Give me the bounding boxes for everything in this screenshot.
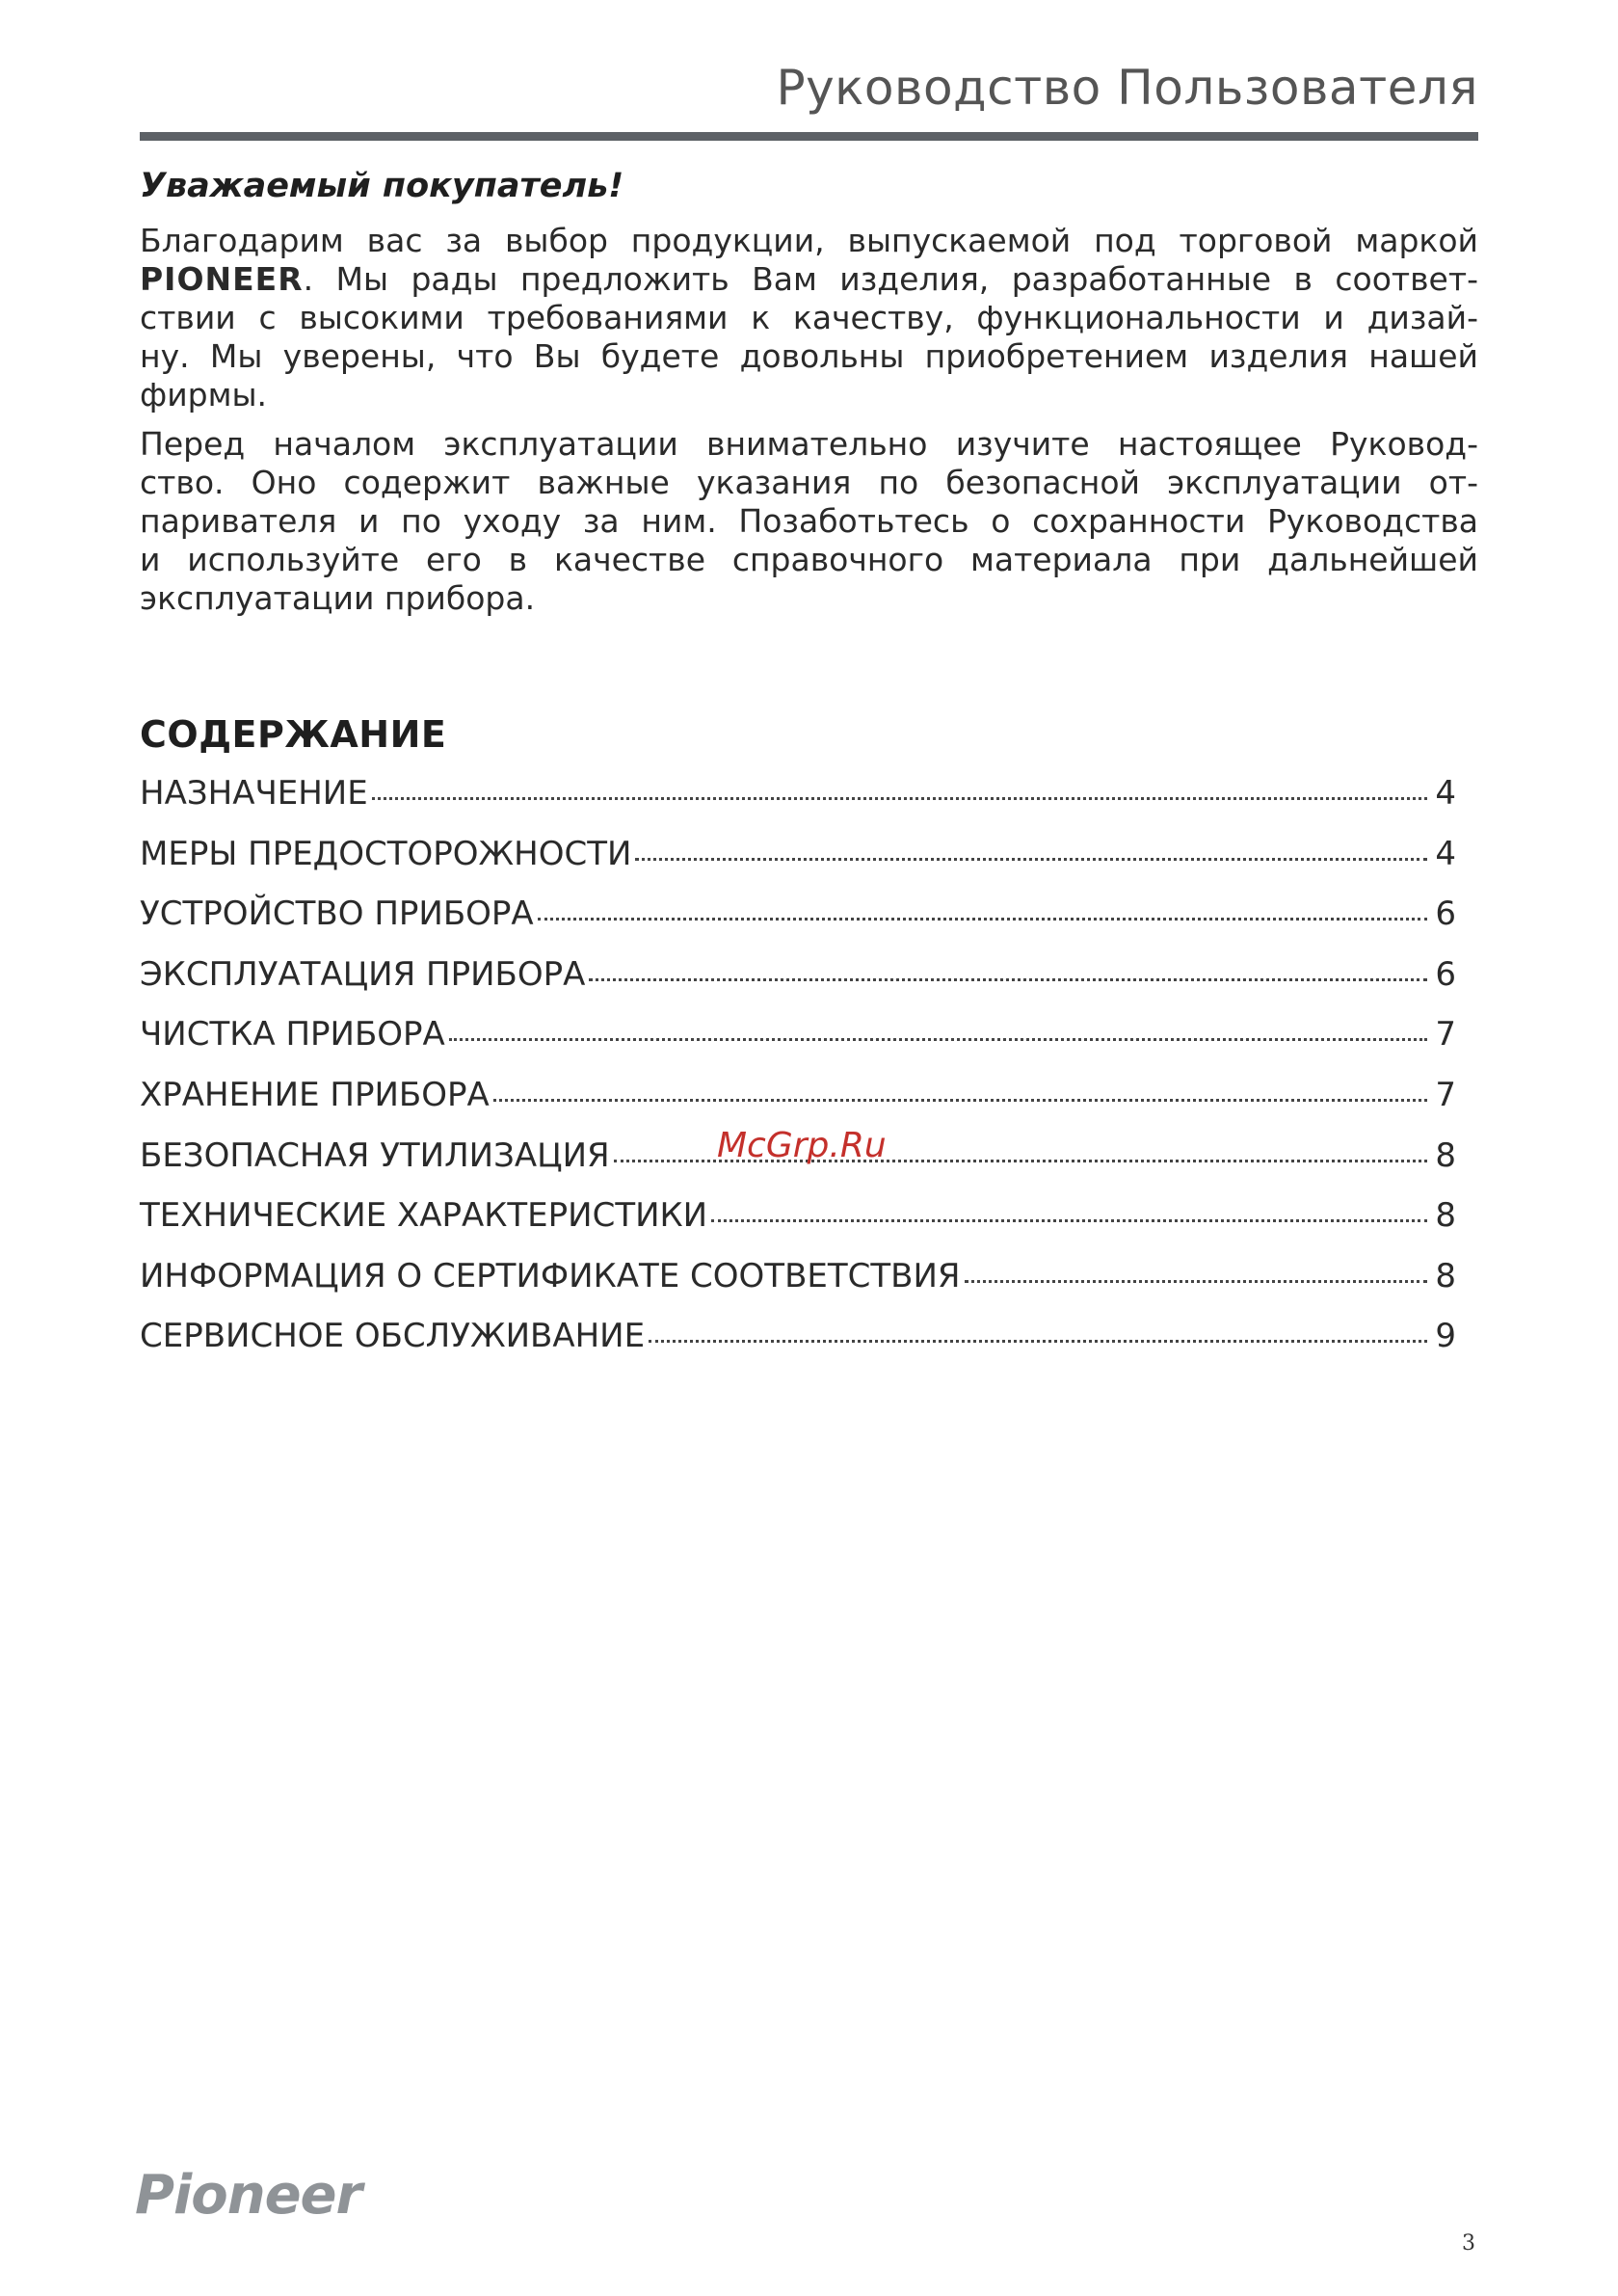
- intro-paragraph-2: [140, 425, 1478, 618]
- watermark-text: McGrp.Ru: [717, 1126, 887, 1165]
- toc-title: СОДЕРЖАНИЕ: [140, 713, 447, 756]
- toc-leader-dots: [965, 1278, 1427, 1283]
- paragraph-1-line-1: Благодарим вас за выбор продукции, выпускаемой под торговой маркой: [140, 222, 1478, 259]
- toc-item-label: НАЗНАЧЕНИЕ: [140, 774, 368, 813]
- page-header-title: Руководство Пользователя: [776, 60, 1478, 116]
- toc-item-label: ТЕХНИЧЕСКИЕ ХАРАКТЕРИСТИКИ: [140, 1196, 708, 1236]
- toc-item-page: 4: [1435, 774, 1456, 813]
- toc-leader-dots: [372, 795, 1427, 800]
- paragraph-1-line-4: ну. Мы уверены, что Вы будете довольны приобретением изделия нашей: [140, 337, 1478, 375]
- toc-leader-dots: [589, 976, 1427, 981]
- paragraph-1-line-2-text: . Мы рады предложить Вам изделия, разработанные в соответ-: [303, 260, 1478, 298]
- toc-item-page: 9: [1435, 1317, 1456, 1356]
- toc-item-label: ХРАНЕНИЕ ПРИБОРА: [140, 1075, 490, 1114]
- toc-item-label: УСТРОЙСТВО ПРИБОРА: [140, 894, 534, 934]
- toc-item[interactable]: [140, 955, 1456, 1016]
- toc-item-label: ЭКСПЛУАТАЦИЯ ПРИБОРА: [140, 954, 586, 994]
- toc-leader-dots: [649, 1338, 1427, 1343]
- toc-item[interactable]: [140, 774, 1456, 835]
- greeting-heading: Уважаемый покупатель!: [140, 167, 624, 205]
- toc-leader-dots: [493, 1097, 1427, 1102]
- paragraph-1-line-5: фирмы.: [140, 376, 268, 414]
- toc-leader-dots: [449, 1036, 1427, 1041]
- paragraph-2-line-4: и используйте его в качестве справочного материала при дальнейшей: [140, 541, 1478, 578]
- toc-item[interactable]: [140, 894, 1456, 955]
- paragraph-1-line-3: ствии с высокими требованиями к качеству, функциональности и дизай-: [140, 299, 1478, 336]
- toc-leader-dots: [711, 1217, 1427, 1222]
- toc-item-page: 8: [1435, 1256, 1456, 1295]
- toc-item-label: ИНФОРМАЦИЯ О СЕРТИФИКАТЕ СООТВЕТСТВИЯ: [140, 1256, 961, 1295]
- toc-item-label: СЕРВИСНОЕ ОБСЛУЖИВАНИЕ: [140, 1317, 646, 1356]
- paragraph-2-line-3: паривателя и по уходу за ним. Позаботьтесь о сохранности Руководства: [140, 502, 1478, 540]
- toc-item-label: БЕЗОПАСНАЯ УТИЛИЗАЦИЯ: [140, 1135, 610, 1175]
- paragraph-2-line-2: ство. Оно содержит важные указания по безопасной эксплуатации от-: [140, 464, 1478, 501]
- paragraph-2-line-5: эксплуатации прибора.: [140, 579, 536, 617]
- toc-leader-dots: [635, 856, 1427, 861]
- table-of-contents: [140, 774, 1456, 1377]
- paragraph-2-line-1: Перед началом эксплуатации внимательно изучите настоящее Руковод-: [140, 425, 1478, 463]
- intro-paragraph-1: [140, 222, 1478, 414]
- toc-item[interactable]: [140, 835, 1456, 895]
- toc-item-page: 6: [1435, 954, 1456, 994]
- toc-leader-dots: [538, 916, 1427, 921]
- pioneer-logo: Pioneer: [135, 2164, 362, 2227]
- toc-item-page: 8: [1435, 1196, 1456, 1236]
- paragraph-1-line-2: [140, 260, 1478, 299]
- toc-item-page: 6: [1435, 894, 1456, 934]
- toc-item[interactable]: [140, 1196, 1456, 1257]
- toc-item[interactable]: [140, 1257, 1456, 1318]
- toc-item-label: МЕРЫ ПРЕДОСТОРОЖНОСТИ: [140, 834, 632, 873]
- brand-name: PIONEER: [140, 260, 304, 298]
- toc-item-label: ЧИСТКА ПРИБОРА: [140, 1015, 445, 1055]
- toc-item[interactable]: [140, 1015, 1456, 1076]
- toc-item-page: 8: [1435, 1135, 1456, 1175]
- toc-item-page: 7: [1435, 1075, 1456, 1114]
- header-rule: [140, 132, 1478, 141]
- toc-item[interactable]: [140, 1317, 1456, 1377]
- toc-item-page: 4: [1435, 834, 1456, 873]
- page-number: 3: [1462, 2231, 1475, 2256]
- toc-item-page: 7: [1435, 1015, 1456, 1055]
